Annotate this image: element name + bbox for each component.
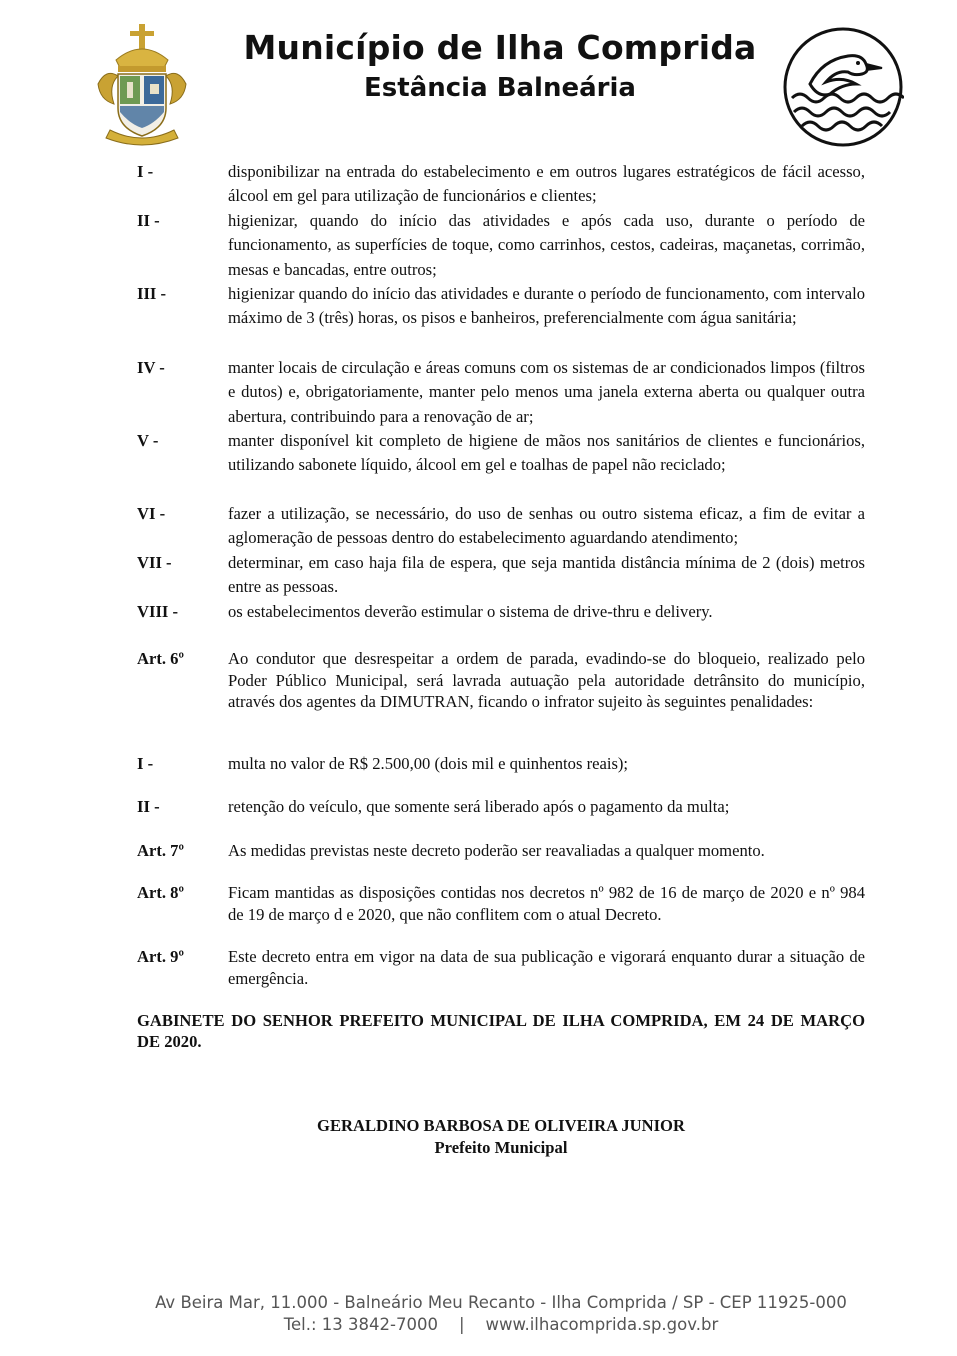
- item-label: VIII -: [137, 602, 179, 621]
- item-text: multa no valor de R$ 2.500,00 (dois mil e quinhentos reais);: [228, 754, 629, 773]
- item-text: higienizar quando do início das atividades e durante o período de funcionamento, com intervalo máximo de 3 (três) horas, os pisos e banheiros, preferencialmente com água sanitária;: [228, 284, 865, 328]
- item-text: determinar, em caso haja fila de espera, que seja mantida distância mínima de 2 (dois) metros entre as pessoas.: [228, 553, 865, 597]
- article-label: Art. 7º: [137, 841, 184, 860]
- item-label: V -: [137, 431, 159, 450]
- item-label: II -: [137, 211, 160, 230]
- item-label: III -: [137, 284, 167, 303]
- item-text: manter locais de circulação e áreas comuns com os sistemas de ar condicionados limpos (filtros e dutos) e, obrigatoriamente, manter pelo menos uma janela externa aberta ou qualquer outra abertura, contribuindo para a renovação de ar;: [228, 358, 865, 426]
- article-label: Art. 8º: [137, 883, 184, 902]
- item-label: I -: [137, 162, 154, 181]
- article-text: As medidas previstas neste decreto poderão ser reavaliadas a qualquer momento.: [228, 841, 765, 860]
- item-text: manter disponível kit completo de higiene de mãos nos sanitários de clientes e funcionários, utilizando sabonete líquido, álcool em gel e toalhas de papel não reciclado;: [228, 431, 865, 475]
- article-text: Ao condutor que desrespeitar a ordem de parada, evadindo-se do bloqueio, realizado pelo Poder Público Municipal, será lavrada autuação pela autoridade detrânsito do município, através dos agentes da DIMUTRAN, ficando o infrator sujeito às seguintes penalidades:: [228, 649, 865, 711]
- municipality-title: Município de Ilha Comprida: [243, 28, 757, 67]
- footer-contact: Tel.: 13 3842-7000 | www.ilhacomprida.sp.gov.br: [283, 1315, 719, 1334]
- article-label: Art. 9º: [137, 947, 184, 966]
- item-text: fazer a utilização, se necessário, do uso de senhas ou outro sistema eficaz, a fim de evitar a aglomeração de pessoas dentro do estabelecimento aguardando atendimento;: [228, 504, 865, 548]
- item-label: I -: [137, 754, 154, 773]
- item-text: retenção do veículo, que somente será liberado após o pagamento da multa;: [228, 797, 730, 816]
- closing-statement: GABINETE DO SENHOR PREFEITO MUNICIPAL DE ILHA COMPRIDA, EM 24 DE MARÇO DE 2020.: [137, 1011, 865, 1051]
- municipality-subtitle: Estância Balneária: [364, 73, 636, 103]
- item-label: VII -: [137, 553, 172, 572]
- signatory-role: Prefeito Municipal: [434, 1138, 568, 1157]
- article-text: Ficam mantidas as disposições contidas nos decretos nº 982 de 16 de março de 2020 e nº 984 de 19 de marçо d e 2020, que não conflitem com o atual Decreto.: [228, 883, 865, 924]
- heron-waves-logo-icon: [782, 26, 904, 148]
- municipal-coat-of-arms-icon: [94, 24, 190, 146]
- item-label: VI -: [137, 504, 166, 523]
- item-text: higienizar, quando do início das atividades e após cada uso, durante o período de funcionamento, as superfícies de toque, como carrinhos, cestos, cadeiras, maçanetas, corrimão, mesas e bancadas, entre outros;: [228, 211, 865, 279]
- footer-address: Av Beira Mar, 11.000 - Balneário Meu Recanto - Ilha Comprida / SP - CEP 11925-000: [155, 1293, 847, 1312]
- item-text: disponibilizar na entrada do estabelecimento e em outros lugares estratégicos de fácil acesso, álcool em gel para utilização de funcionários e clientes;: [228, 162, 865, 206]
- signatory-name: GERALDINO BARBOSA DE OLIVEIRA JUNIOR: [317, 1116, 685, 1135]
- article-label: Art. 6º: [137, 649, 184, 668]
- item-label: IV -: [137, 358, 165, 377]
- item-text: os estabelecimentos deverão estimular o sistema de drive-thru e delivery.: [228, 602, 713, 621]
- article-text: Este decreto entra em vigor na data de sua publicação e vigorará enquanto durar a situação de emergência.: [228, 947, 865, 988]
- item-label: II -: [137, 797, 160, 816]
